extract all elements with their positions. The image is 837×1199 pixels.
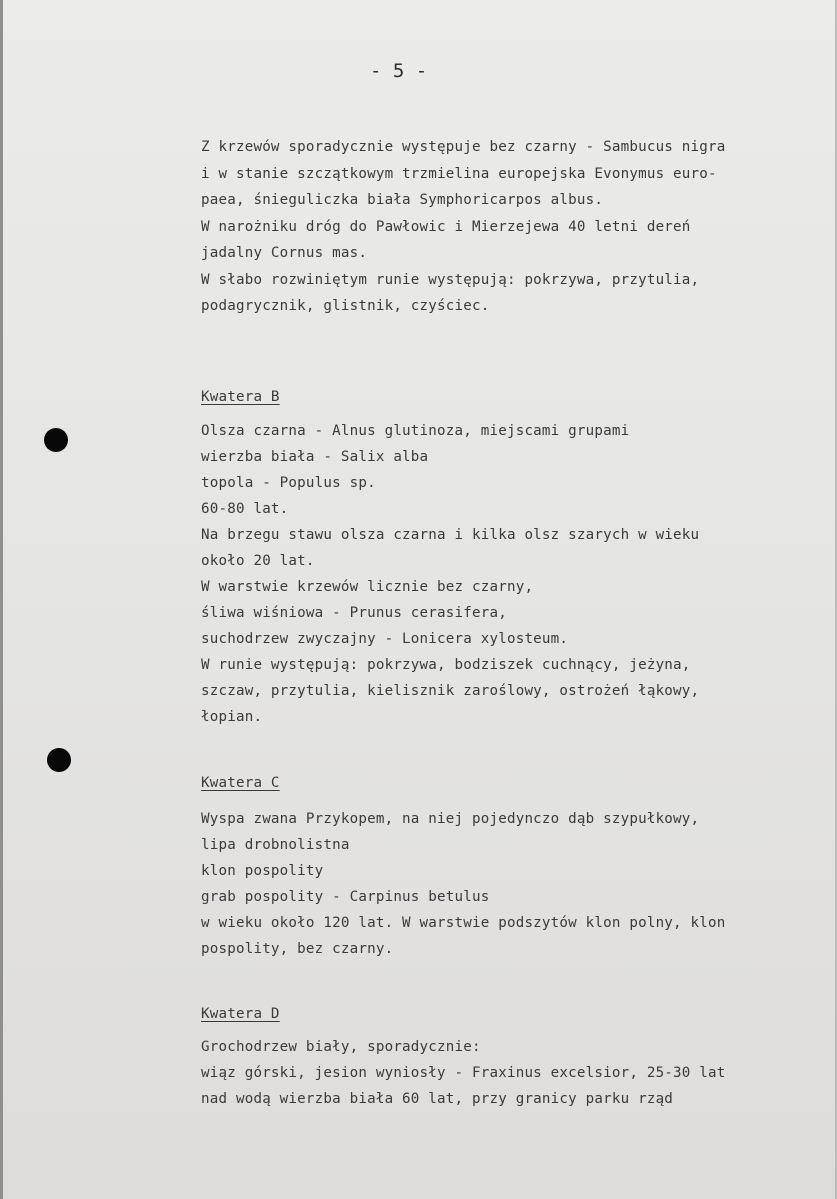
section-heading: Kwatera C bbox=[201, 775, 280, 791]
text-line: W runie występują: pokrzywa, bodziszek cuchnący, jeżyna, bbox=[201, 657, 691, 673]
text-line: suchodrzew zwyczajny - Lonicera xylosteum. bbox=[201, 631, 569, 647]
text-line: wiąz górski, jesion wyniosły - Fraxinus excelsior, 25-30 lat bbox=[201, 1065, 726, 1081]
text-line: klon pospolity bbox=[201, 863, 324, 879]
text-line: śliwa wiśniowa - Prunus cerasifera, bbox=[201, 605, 507, 621]
text-line: Wyspa zwana Przykopem, na niej pojedynczo dąb szypułkowy, bbox=[201, 811, 700, 827]
text-line: grab pospolity - Carpinus betulus bbox=[201, 889, 490, 905]
text-line: lipa drobnolistna bbox=[201, 837, 350, 853]
section-body-kwatera-d bbox=[201, 1034, 726, 1112]
page-edge-left bbox=[0, 0, 3, 1199]
punch-hole-top bbox=[44, 428, 68, 452]
text-line: paea, śnieguliczka biała Symphoricarpos albus. bbox=[201, 192, 604, 208]
text-line: Na brzegu stawu olsza czarna i kilka olsz szarych w wieku bbox=[201, 527, 700, 543]
intro-paragraph bbox=[201, 134, 726, 320]
section-heading-kwatera-d bbox=[201, 1001, 280, 1027]
text-line: W narożniku dróg do Pawłowic i Mierzejewa 40 letni dereń bbox=[201, 218, 691, 235]
text-line: Olsza czarna - Alnus glutinoza, miejscami grupami bbox=[201, 423, 630, 439]
text-line: Grochodrzew biały, sporadycznie: bbox=[201, 1039, 481, 1055]
text-line: nad wodą wierzba biała 60 lat, przy granicy parku rząd bbox=[201, 1091, 674, 1107]
section-body-kwatera-b bbox=[201, 418, 699, 730]
text-line: podagrycznik, glistnik, czyściec. bbox=[201, 298, 490, 314]
text-line: 60-80 lat. bbox=[201, 501, 289, 517]
text-line: i w stanie szczątkowym trzmielina europejska Evonymus euro- bbox=[201, 165, 717, 182]
punch-hole-bottom bbox=[47, 748, 71, 772]
text-line: W słabo rozwiniętym runie występują: pokrzywa, przytulia, bbox=[201, 271, 700, 288]
text-line: w wieku około 120 lat. W warstwie podszytów klon polny, klon bbox=[201, 915, 726, 931]
text-line: wierzba biała - Salix alba bbox=[201, 449, 429, 465]
section-heading-kwatera-c bbox=[201, 770, 280, 796]
text-line: szczaw, przytulia, kielisznik zaroślowy, ostrożeń łąkowy, bbox=[201, 683, 700, 699]
text-line: łopian. bbox=[201, 709, 263, 725]
text-line: W warstwie krzewów licznie bez czarny, bbox=[201, 579, 534, 595]
text-line: pospolity, bez czarny. bbox=[201, 941, 394, 957]
section-heading: Kwatera B bbox=[201, 389, 280, 405]
section-heading: Kwatera D bbox=[201, 1006, 280, 1022]
text-line: topola - Populus sp. bbox=[201, 475, 376, 491]
section-heading-kwatera-b bbox=[201, 384, 280, 410]
section-body-kwatera-c bbox=[201, 806, 726, 962]
text-line: około 20 lat. bbox=[201, 553, 315, 569]
page-number: - 5 - bbox=[370, 60, 428, 82]
text-line: jadalny Cornus mas. bbox=[201, 245, 368, 261]
text-line: Z krzewów sporadycznie występuje bez czarny - Sambucus nigra bbox=[201, 139, 726, 155]
